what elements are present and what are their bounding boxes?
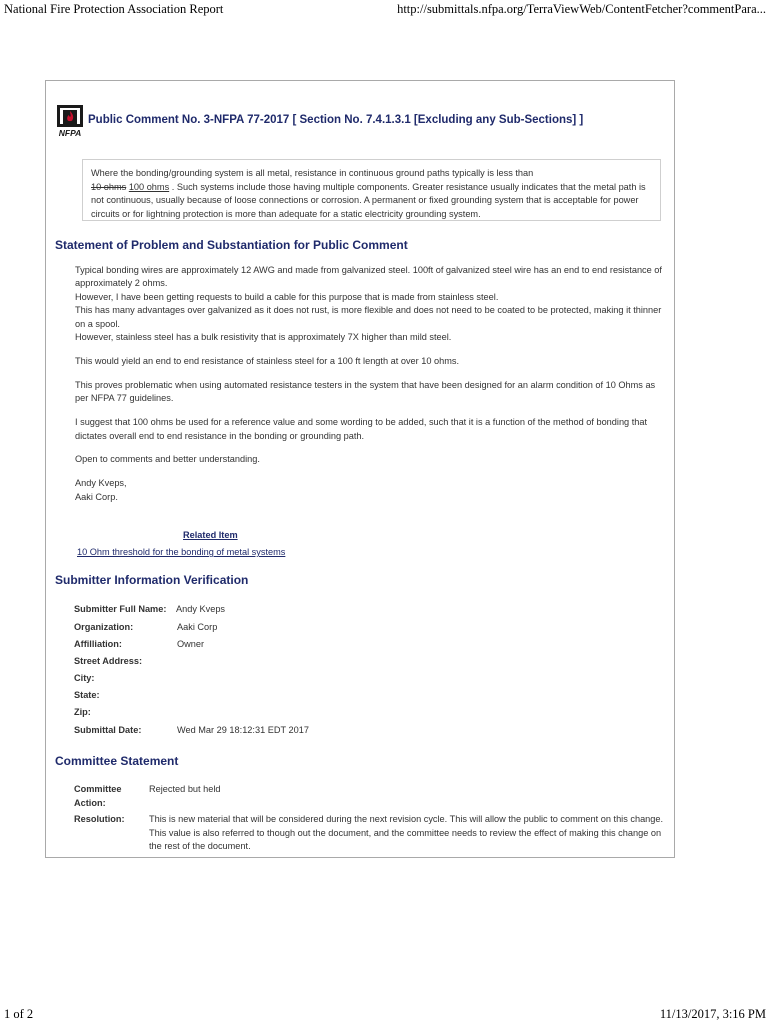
proposed-text-line1: Where the bonding/grounding system is all metal, resistance in continuous ground paths typically is less than — [91, 168, 534, 178]
print-timestamp: 11/13/2017, 3:16 PM — [659, 1007, 766, 1021]
comment-panel — [45, 80, 675, 858]
statement-paragraph: I suggest that 100 ohms be used for a reference value and some wording to be added, such that it is a function of the method of bonding that dictates overall end to end resistance in the bonding or grounding path. — [75, 417, 648, 441]
print-header-title: National Fire Protection Association Report — [4, 2, 224, 16]
statement-body — [75, 264, 670, 515]
field-value: Wed Mar 29 18:12:31 EDT 2017 — [177, 725, 309, 735]
field-value: Owner — [177, 639, 205, 649]
field-label: Submittal Date: — [74, 725, 142, 735]
deleted-text: 10 ohms — [91, 181, 127, 192]
committee-heading: Committee Statement — [55, 754, 179, 768]
svg-text:NFPA: NFPA — [58, 128, 82, 138]
committee-action-value: Rejected but held — [149, 784, 221, 794]
signature-block — [75, 477, 670, 504]
statement-paragraph: However, I have been getting requests to build a cable for this purpose that is made from stainless steel. — [75, 291, 499, 302]
signature-org: Aaki Corp. — [75, 491, 118, 502]
print-header-url: http://submittals.nfpa.org/TerraViewWeb/ContentFetcher?commentPara... — [397, 2, 766, 16]
statement-paragraph: Typical bonding wires are approximately 12 AWG and made from galvanized steel. 100ft of galvanized steel wire has an end to end resistance of approximately 2 ohms. — [75, 265, 662, 289]
statement-paragraph: This proves problematic when using automated resistance testers in the system that have been designed for an alarm condition of 10 Ohms as per NFPA 77 guidelines. — [75, 379, 656, 404]
proposed-text-box — [82, 159, 661, 221]
signature-name: Andy Kveps, — [75, 478, 127, 489]
resolution-value: This is new material that will be considered during the next revision cycle. This will allow the public to comment on this change. This value is also referred to though out the document, and the committee needs to review the effect of making this change on the rest of the document. — [149, 814, 664, 851]
field-value: Andy Kveps — [176, 604, 226, 614]
field-label: State: — [74, 690, 100, 700]
page-title: Public Comment No. 3-NFPA 77-2017 [ Section No. 7.4.1.3.1 [Excluding any Sub-Sections] ] — [88, 114, 584, 126]
title-row — [54, 103, 666, 139]
print-footer — [4, 1006, 766, 1022]
print-header — [4, 2, 766, 18]
proposed-text-rest: . Such systems include those having multiple components. Greater resistance usually indicates that the metal path is not continuous, usually because of loose connections or corrosion. A permanent or fixed grounding system that is acceptable for power circuits or for lightning protection is more than adequate for a static electricity grounding system. — [91, 181, 646, 219]
field-label: Submitter Full Name: — [74, 604, 167, 614]
related-item-heading: Related Item — [183, 530, 238, 540]
statement-paragraph: This has many advantages over galvanized as it does not rust, is more flexible and does not need to be coated to be protected, making it thinner on a spool. — [75, 305, 662, 329]
field-label: Street Address: — [74, 656, 143, 666]
nfpa-logo-icon — [54, 103, 86, 139]
related-item-link[interactable]: 10 Ohm threshold for the bonding of metal systems — [77, 547, 286, 557]
submitter-heading: Submitter Information Verification — [55, 573, 249, 587]
committee-action-label: Committee Action: — [74, 784, 122, 808]
statement-heading: Statement of Problem and Substantiation for Public Comment — [55, 238, 408, 252]
resolution-label: Resolution: — [74, 814, 125, 824]
statement-paragraph: However, stainless steel has a bulk resistivity that is approximately 7X higher than mild steel. — [75, 332, 452, 343]
statement-paragraph: Open to comments and better understanding. — [75, 454, 260, 465]
field-value: Aaki Corp — [177, 622, 218, 632]
field-label: Zip: — [74, 707, 91, 717]
statement-paragraph: This would yield an end to end resistance of stainless steel for a 100 ft length at over 10 ohms. — [75, 355, 460, 366]
statement-block-1 — [75, 264, 670, 344]
field-label: City: — [74, 673, 95, 683]
page-number: 1 of 2 — [4, 1007, 34, 1021]
inserted-text: 100 ohms — [128, 181, 170, 192]
field-label: Affilliation: — [74, 639, 122, 649]
field-label: Organization: — [74, 622, 134, 632]
